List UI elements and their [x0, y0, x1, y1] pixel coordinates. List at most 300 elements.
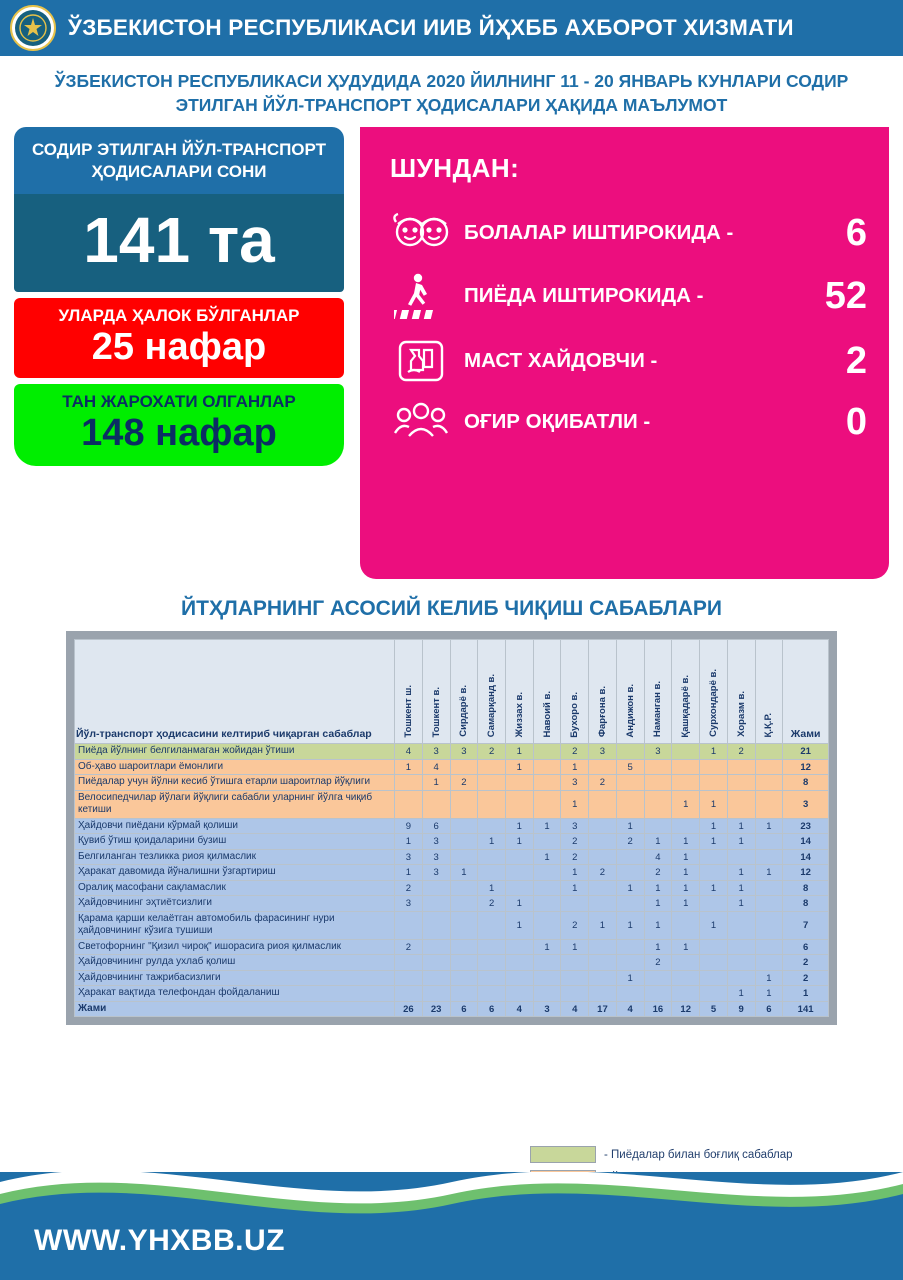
- cell-value: [533, 911, 561, 939]
- cell-value: 1: [533, 939, 561, 955]
- cell-value: [700, 955, 728, 971]
- table-row: [75, 911, 829, 939]
- cell-value: 1: [561, 939, 589, 955]
- table-row: [75, 955, 829, 971]
- summary-value: 5: [700, 1001, 728, 1017]
- cell-value: 1: [700, 744, 728, 760]
- cell-value: [533, 986, 561, 1002]
- cell-value: [755, 939, 783, 955]
- cell-value: 1: [727, 865, 755, 881]
- cell-value: 3: [561, 775, 589, 791]
- cell-value: [450, 834, 478, 850]
- cell-value: [561, 896, 589, 912]
- cell-value: 1: [755, 986, 783, 1002]
- cell-value: [533, 896, 561, 912]
- cell-value: [700, 865, 728, 881]
- cell-value: [700, 896, 728, 912]
- breakdown-label-severe: ОҒИР ОҚИБАТЛИ -: [464, 410, 651, 434]
- summary-value: 6: [450, 1001, 478, 1017]
- table-header-row: [75, 640, 829, 744]
- cell-value: 1: [394, 759, 422, 775]
- cell-value: [616, 955, 644, 971]
- cell-value: [533, 775, 561, 791]
- cell-value: [478, 986, 506, 1002]
- cell-row-total: 7: [783, 911, 829, 939]
- cell-value: [727, 970, 755, 986]
- cell-value: [700, 970, 728, 986]
- table-row: [75, 939, 829, 955]
- cell-value: 3: [422, 744, 450, 760]
- cell-value: [422, 911, 450, 939]
- cell-value: 1: [505, 834, 533, 850]
- cell-row-total: 23: [783, 818, 829, 834]
- total-accidents-value: 141 та: [14, 194, 344, 292]
- table-row: [75, 986, 829, 1002]
- cell-value: 1: [672, 849, 700, 865]
- cell-value: [700, 849, 728, 865]
- cell-value: [505, 775, 533, 791]
- cell-value: [672, 970, 700, 986]
- cell-value: [422, 955, 450, 971]
- summary-value: 3: [533, 1001, 561, 1017]
- cell-value: 3: [450, 744, 478, 760]
- region-label: Навоий в.: [541, 690, 553, 738]
- cell-value: 1: [755, 818, 783, 834]
- website-url[interactable]: WWW.YHXBB.UZ: [34, 1224, 285, 1257]
- table-row: [75, 880, 829, 896]
- cell-value: 9: [394, 818, 422, 834]
- cell-value: 1: [672, 865, 700, 881]
- causes-table-head: [75, 640, 829, 744]
- cell-value: 1: [561, 880, 589, 896]
- table-row: [75, 834, 829, 850]
- cell-value: [505, 880, 533, 896]
- cell-value: [478, 790, 506, 818]
- cell-value: [533, 790, 561, 818]
- injuries-value: 148 нафар: [81, 411, 277, 454]
- cell-value: [616, 939, 644, 955]
- cell-value: 3: [422, 834, 450, 850]
- cell-value: 2: [394, 939, 422, 955]
- cell-value: 1: [616, 880, 644, 896]
- cell-value: 4: [422, 759, 450, 775]
- cell-value: [422, 790, 450, 818]
- region-label: Наманган в.: [652, 681, 664, 738]
- cell-value: 1: [755, 970, 783, 986]
- cell-value: [478, 911, 506, 939]
- cell-value: 1: [450, 865, 478, 881]
- cell-value: [478, 818, 506, 834]
- cell-value: [700, 986, 728, 1002]
- cell-value: [700, 775, 728, 791]
- cell-cause: Об-ҳаво шароитлари ёмонлиги: [75, 759, 395, 775]
- cell-value: 1: [589, 911, 617, 939]
- cell-value: 1: [700, 834, 728, 850]
- cell-value: 1: [561, 759, 589, 775]
- cell-value: [533, 880, 561, 896]
- cell-value: [589, 849, 617, 865]
- cell-value: 1: [727, 880, 755, 896]
- column-header-region-4: [505, 640, 533, 744]
- cell-value: 1: [533, 818, 561, 834]
- cell-value: [616, 790, 644, 818]
- breakdown-title: ШУНДАН:: [390, 153, 520, 184]
- cell-value: [450, 790, 478, 818]
- injuries-label: ТАН ЖАРОХАТИ ОЛГАНЛАР: [62, 391, 296, 411]
- cell-value: [589, 970, 617, 986]
- cell-value: [755, 849, 783, 865]
- cell-value: 1: [755, 865, 783, 881]
- column-header-region-6: [561, 640, 589, 744]
- cell-value: [672, 986, 700, 1002]
- cell-value: [672, 955, 700, 971]
- cell-value: [727, 955, 755, 971]
- cell-value: 2: [478, 744, 506, 760]
- cell-value: [589, 759, 617, 775]
- cell-value: [505, 790, 533, 818]
- cell-value: [644, 775, 672, 791]
- cell-value: [450, 896, 478, 912]
- cell-value: [616, 865, 644, 881]
- summary-value: 23: [422, 1001, 450, 1017]
- cell-value: 1: [561, 865, 589, 881]
- cell-value: [450, 955, 478, 971]
- cell-value: 2: [589, 865, 617, 881]
- cell-value: 1: [700, 911, 728, 939]
- cell-value: 1: [422, 775, 450, 791]
- cell-value: [616, 896, 644, 912]
- legend-item-pedestrian: [530, 1146, 829, 1163]
- cell-row-total: 8: [783, 896, 829, 912]
- cell-value: [589, 986, 617, 1002]
- cell-value: [616, 849, 644, 865]
- summary-value: 26: [394, 1001, 422, 1017]
- table-row: [75, 775, 829, 791]
- cell-value: [478, 970, 506, 986]
- region-label: Тошкент ш.: [402, 684, 414, 738]
- cell-value: 1: [727, 986, 755, 1002]
- breakdown-value-children: 6: [845, 212, 867, 255]
- cell-value: 1: [616, 818, 644, 834]
- summary-value: 4: [561, 1001, 589, 1017]
- cell-value: 1: [505, 759, 533, 775]
- breakdown-label-children: БОЛАЛАР ИШТИРОКИДА -: [464, 221, 734, 245]
- cell-value: 1: [700, 790, 728, 818]
- summary-value: 6: [755, 1001, 783, 1017]
- cell-row-total: 3: [783, 790, 829, 818]
- cell-value: [478, 849, 506, 865]
- cell-value: [394, 986, 422, 1002]
- cell-value: 1: [672, 939, 700, 955]
- cell-value: [672, 911, 700, 939]
- summary-value: 4: [505, 1001, 533, 1017]
- cell-value: [505, 939, 533, 955]
- cell-value: 1: [394, 865, 422, 881]
- cell-value: 1: [644, 880, 672, 896]
- cell-value: [755, 880, 783, 896]
- cell-cause: Ҳаракат давомида йўналишни ўзгартириш: [75, 865, 395, 881]
- cell-value: 1: [561, 790, 589, 818]
- cell-value: 1: [700, 880, 728, 896]
- region-label: Хоразм в.: [735, 691, 747, 738]
- cell-value: [394, 970, 422, 986]
- total-accidents-label: СОДИР ЭТИЛГАН ЙЎЛ-ТРАНСПОРТ ҲОДИСАЛАРИ СОНИ: [14, 127, 344, 194]
- cell-value: [533, 970, 561, 986]
- cell-cause: Пиёда йўлнинг белгиланмаган жойидан ўтиши: [75, 744, 395, 760]
- column-header-total: Жами: [783, 640, 829, 744]
- cell-value: 1: [505, 818, 533, 834]
- cell-value: [561, 970, 589, 986]
- cell-cause: Оралиқ масофани сақламаслик: [75, 880, 395, 896]
- cell-value: [478, 775, 506, 791]
- cell-value: [450, 939, 478, 955]
- cell-cause: Ҳайдовчи пиёдани кўрмай қолиши: [75, 818, 395, 834]
- cell-value: [727, 849, 755, 865]
- cell-value: [450, 818, 478, 834]
- breakdown-value-severe: 0: [845, 401, 867, 444]
- cell-value: [700, 759, 728, 775]
- page-footer: [0, 1172, 903, 1280]
- cell-value: [533, 834, 561, 850]
- region-label: Сурхондарё в.: [707, 669, 719, 738]
- summary-value: 12: [672, 1001, 700, 1017]
- cell-value: 1: [505, 911, 533, 939]
- column-header-region-8: [616, 640, 644, 744]
- cell-value: [450, 986, 478, 1002]
- drunk-driver-icon: [384, 336, 458, 386]
- cell-value: 1: [672, 790, 700, 818]
- cell-value: 1: [644, 834, 672, 850]
- cell-cause: Белгиланган тезликка риоя қилмаслик: [75, 849, 395, 865]
- cell-value: 2: [616, 834, 644, 850]
- cell-value: [727, 759, 755, 775]
- cell-value: [672, 818, 700, 834]
- cell-value: [589, 896, 617, 912]
- cell-value: [505, 865, 533, 881]
- breakdown-row-pedestrian: [384, 270, 871, 322]
- column-header-region-2: [450, 640, 478, 744]
- cell-value: [644, 986, 672, 1002]
- table-summary-row: [75, 1001, 829, 1017]
- cell-row-total: 2: [783, 955, 829, 971]
- table-row: [75, 790, 829, 818]
- cell-value: [505, 849, 533, 865]
- breakdown-row-severe: [384, 400, 871, 444]
- cell-value: 1: [505, 896, 533, 912]
- summary-grand-total: 141: [783, 1001, 829, 1017]
- report-subtitle: ЎЗБЕКИСТОН РЕСПУБЛИКАСИ ҲУДУДИДА 2020 ЙИЛНИНГ 11 - 20 ЯНВАРЬ КУНЛАРИ СОДИР ЭТИЛГАН ЙЎЛ-ТРАНСПОРТ ҲОДИСАЛАРИ ҲАҚИДА МАЪЛУМОТ: [54, 71, 849, 115]
- table-title: ЙТҲЛАРНИНГ АСОСИЙ КЕЛИБ ЧИҚИШ САБАБЛАРИ: [181, 597, 722, 621]
- cell-value: 2: [478, 896, 506, 912]
- region-label: Самарқанд в.: [486, 674, 498, 738]
- cell-value: 2: [561, 834, 589, 850]
- cell-value: 1: [727, 896, 755, 912]
- cell-value: 1: [700, 818, 728, 834]
- cell-value: [644, 759, 672, 775]
- cell-row-total: 14: [783, 834, 829, 850]
- cell-value: [478, 759, 506, 775]
- cell-value: [616, 775, 644, 791]
- cell-cause: Ҳайдовчининг эҳтиётсизлиги: [75, 896, 395, 912]
- cell-value: [478, 955, 506, 971]
- cell-value: [727, 939, 755, 955]
- cell-value: [450, 880, 478, 896]
- column-header-region-1: [422, 640, 450, 744]
- cell-value: 3: [561, 818, 589, 834]
- children-icon: [384, 210, 458, 256]
- region-label: Қ.Қ.Р.: [763, 712, 775, 738]
- cell-value: [561, 986, 589, 1002]
- cell-row-total: 8: [783, 775, 829, 791]
- legend-swatch-pedestrian: [530, 1146, 596, 1163]
- cell-value: 2: [727, 744, 755, 760]
- summary-value: 16: [644, 1001, 672, 1017]
- cell-value: 1: [394, 834, 422, 850]
- cell-value: [505, 970, 533, 986]
- cell-value: 2: [589, 775, 617, 791]
- page-title: ЎЗБЕКИСТОН РЕСПУБЛИКАСИ ИИВ ЙҲХББ АХБОРОТ ХИЗМАТИ: [68, 15, 794, 40]
- column-header-region-5: [533, 640, 561, 744]
- cell-value: [394, 955, 422, 971]
- region-label: Фарғона в.: [596, 686, 608, 738]
- cell-value: 6: [422, 818, 450, 834]
- cell-value: [672, 744, 700, 760]
- cell-value: 1: [533, 849, 561, 865]
- cell-value: 1: [727, 834, 755, 850]
- summary-value: 6: [478, 1001, 506, 1017]
- cell-value: [589, 818, 617, 834]
- cell-value: [394, 790, 422, 818]
- cell-value: [478, 939, 506, 955]
- cell-value: 3: [394, 849, 422, 865]
- cell-value: [672, 759, 700, 775]
- cell-value: [589, 939, 617, 955]
- column-header-cause: Йўл-транспорт ҳодисасини келтириб чиқарган сабаблар: [75, 640, 395, 744]
- cell-value: [422, 939, 450, 955]
- cell-value: 3: [589, 744, 617, 760]
- group-people-icon: [384, 400, 458, 444]
- column-header-region-0: [394, 640, 422, 744]
- cell-value: [755, 790, 783, 818]
- region-label: Бухоро в.: [569, 691, 581, 738]
- cell-value: [533, 759, 561, 775]
- pedestrian-crossing-icon: [384, 270, 458, 322]
- breakdown-row-drunk: [384, 336, 871, 386]
- cell-row-total: 12: [783, 759, 829, 775]
- cell-value: [644, 818, 672, 834]
- cell-value: 2: [561, 911, 589, 939]
- cell-value: 2: [561, 849, 589, 865]
- cell-cause: Қувиб ўтиш қоидаларини бузиш: [75, 834, 395, 850]
- summary-value: 4: [616, 1001, 644, 1017]
- cell-value: 1: [616, 911, 644, 939]
- cell-value: [394, 911, 422, 939]
- cell-cause: Қарама қарши келаётган автомобиль фарасининг нури ҳайдовчининг кўзига тушиши: [75, 911, 395, 939]
- cell-cause: Светофорнинг "Қизил чироқ" ишорасига риоя қилмаслик: [75, 939, 395, 955]
- cell-cause: Пиёдалар учун йўлни кесиб ўтишга етарли шароитлар йўқлиги: [75, 775, 395, 791]
- cell-value: 4: [644, 849, 672, 865]
- breakdown-value-pedestrian: 52: [824, 275, 867, 318]
- region-label: Қашқадарё в.: [680, 674, 692, 738]
- column-header-region-12: [727, 640, 755, 744]
- cell-value: 1: [505, 744, 533, 760]
- injuries-card: [14, 384, 344, 466]
- cell-value: [589, 880, 617, 896]
- cell-value: 4: [394, 744, 422, 760]
- causes-table: [74, 639, 829, 1017]
- cell-value: 1: [478, 880, 506, 896]
- cell-value: [755, 896, 783, 912]
- stats-left-column: [14, 127, 344, 465]
- summary-value: 17: [589, 1001, 617, 1017]
- summary-value: 9: [727, 1001, 755, 1017]
- cell-value: 2: [644, 865, 672, 881]
- cell-cause: Ҳайдовчининг рулда ухлаб қолиш: [75, 955, 395, 971]
- causes-table-body: [75, 744, 829, 1017]
- cell-value: [616, 744, 644, 760]
- table-row: [75, 744, 829, 760]
- cell-value: 3: [394, 896, 422, 912]
- fatalities-value: 25 нафар: [91, 325, 267, 368]
- cell-row-total: 1: [783, 986, 829, 1002]
- cell-value: [422, 880, 450, 896]
- region-label: Андижон в.: [624, 683, 636, 738]
- cell-value: 1: [644, 911, 672, 939]
- cell-cause: Велосипедчилар йўлаги йўқлиги сабабли уларнинг йўлга чиқиб кетиши: [75, 790, 395, 818]
- cell-value: [672, 775, 700, 791]
- causes-table-wrapper: [66, 631, 837, 1025]
- column-header-region-13: [755, 640, 783, 744]
- cell-row-total: 8: [783, 880, 829, 896]
- cell-cause: Ҳайдовчининг тажрибасизлиги: [75, 970, 395, 986]
- breakdown-row-children: [384, 210, 871, 256]
- table-row: [75, 970, 829, 986]
- cell-row-total: 6: [783, 939, 829, 955]
- breakdown-panel: [360, 127, 889, 579]
- column-header-region-7: [589, 640, 617, 744]
- cell-value: 1: [644, 939, 672, 955]
- cell-value: [450, 911, 478, 939]
- cell-value: [422, 986, 450, 1002]
- region-label: Тошкент в.: [430, 686, 442, 738]
- cell-value: [533, 744, 561, 760]
- cell-value: 1: [672, 834, 700, 850]
- table-row: [75, 849, 829, 865]
- cell-value: [755, 759, 783, 775]
- cell-value: 2: [561, 744, 589, 760]
- cell-value: [478, 865, 506, 881]
- cell-value: [727, 911, 755, 939]
- wave-decoration-icon: [0, 1172, 903, 1218]
- table-row: [75, 896, 829, 912]
- column-header-region-10: [672, 640, 700, 744]
- cell-value: 3: [422, 865, 450, 881]
- legend-label-pedestrian: - Пиёдалар билан боғлиқ сабаблар: [604, 1148, 793, 1161]
- page-header: [0, 0, 903, 56]
- cell-value: 1: [672, 896, 700, 912]
- fatalities-label: УЛАРДА ҲАЛОК БЎЛГАНЛАР: [58, 305, 300, 325]
- table-row: [75, 865, 829, 881]
- cell-value: [589, 834, 617, 850]
- column-header-region-9: [644, 640, 672, 744]
- stats-section: [0, 127, 903, 579]
- table-row: [75, 759, 829, 775]
- cell-value: 1: [616, 970, 644, 986]
- breakdown-value-drunk: 2: [845, 340, 867, 383]
- cell-row-total: 12: [783, 865, 829, 881]
- cell-row-total: 14: [783, 849, 829, 865]
- cell-value: [422, 896, 450, 912]
